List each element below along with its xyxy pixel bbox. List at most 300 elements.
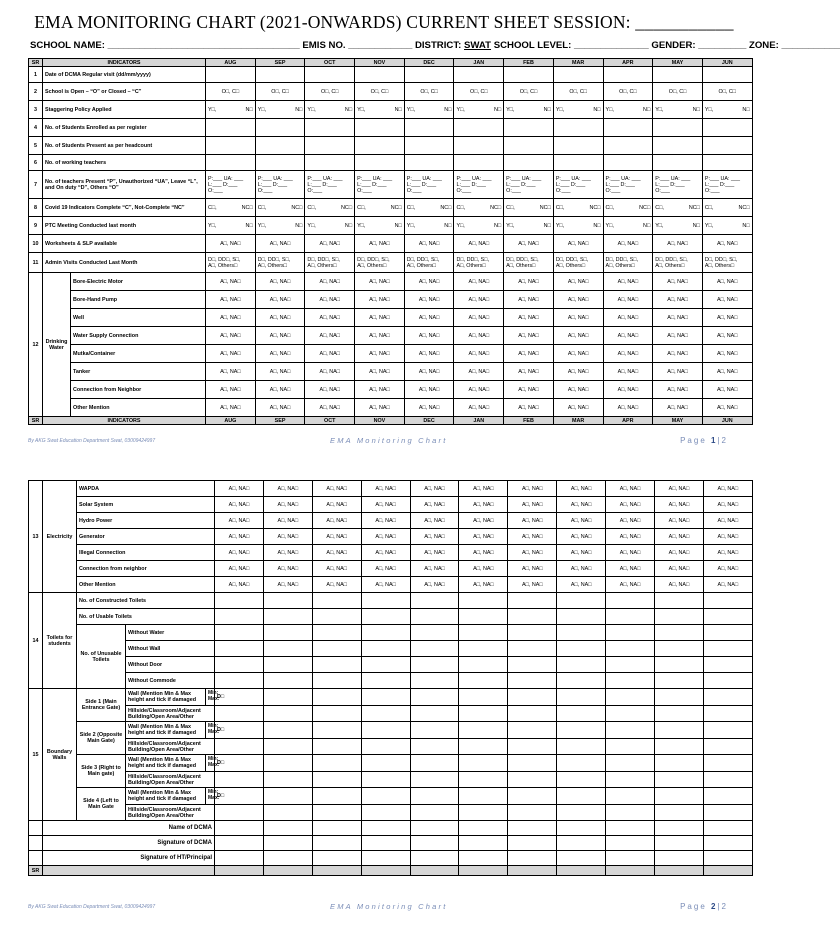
entry-cell[interactable] bbox=[606, 805, 655, 821]
entry-cell[interactable] bbox=[410, 609, 459, 625]
available-option[interactable]: A□, NA□ bbox=[553, 273, 603, 291]
available-option[interactable]: A□, NA□ bbox=[355, 235, 405, 253]
entry-cell[interactable] bbox=[606, 593, 655, 609]
entry-cell[interactable] bbox=[655, 788, 704, 805]
entry-cell[interactable] bbox=[557, 609, 606, 625]
wall-damaged-option[interactable]: D□ bbox=[215, 689, 264, 706]
entry-cell[interactable] bbox=[508, 689, 557, 706]
available-option[interactable]: A□, NA□ bbox=[404, 345, 454, 363]
available-option[interactable]: A□, NA□ bbox=[702, 235, 752, 253]
entry-cell[interactable] bbox=[215, 657, 264, 673]
entry-cell[interactable] bbox=[361, 641, 410, 657]
entry-cell[interactable] bbox=[508, 706, 557, 722]
entry-cell[interactable] bbox=[263, 706, 312, 722]
available-option[interactable]: A□, NA□ bbox=[361, 545, 410, 561]
available-option[interactable]: A□, NA□ bbox=[305, 363, 355, 381]
available-option[interactable]: A□, NA□ bbox=[557, 577, 606, 593]
admin-visit-option[interactable]: D□, DD□, S□, A□, Others□ bbox=[404, 253, 454, 273]
option-yes[interactable]: Y□, bbox=[456, 222, 465, 229]
yes-no-option[interactable] bbox=[206, 101, 256, 119]
entry-cell[interactable] bbox=[410, 772, 459, 788]
entry-cell[interactable] bbox=[557, 788, 606, 805]
entry-cell[interactable] bbox=[703, 836, 752, 851]
available-option[interactable]: A□, NA□ bbox=[410, 481, 459, 497]
wall-max[interactable]: Max: bbox=[208, 795, 220, 801]
entry-cell[interactable] bbox=[702, 155, 752, 171]
entry-cell[interactable] bbox=[508, 755, 557, 772]
complete-option[interactable] bbox=[255, 199, 305, 217]
entry-cell[interactable] bbox=[361, 851, 410, 866]
entry-cell[interactable] bbox=[312, 821, 361, 836]
entry-cell[interactable] bbox=[459, 722, 508, 739]
entry-cell[interactable] bbox=[263, 593, 312, 609]
entry-cell[interactable] bbox=[454, 67, 504, 83]
available-option[interactable]: A□, NA□ bbox=[557, 545, 606, 561]
option-yes[interactable]: C□, bbox=[208, 204, 217, 211]
option-no[interactable]: NC□ bbox=[589, 204, 601, 211]
teacher-count-cell[interactable]: P:___ UA: ___ L:___ D:___ O:___ bbox=[404, 171, 454, 199]
available-option[interactable]: A□, NA□ bbox=[557, 513, 606, 529]
option-no[interactable]: N□ bbox=[344, 222, 353, 229]
entry-cell[interactable] bbox=[361, 788, 410, 805]
available-option[interactable]: A□, NA□ bbox=[206, 235, 256, 253]
entry-cell[interactable] bbox=[215, 772, 264, 788]
option-no[interactable]: N□ bbox=[643, 222, 651, 229]
available-option[interactable]: A□, NA□ bbox=[404, 327, 454, 345]
available-option[interactable]: A□, NA□ bbox=[410, 577, 459, 593]
entry-cell[interactable] bbox=[215, 593, 264, 609]
option-no[interactable]: N□ bbox=[394, 222, 402, 229]
admin-visit-option[interactable]: D□, DD□, S□, A□, Others□ bbox=[305, 253, 355, 273]
option-yes[interactable]: C□, bbox=[357, 204, 366, 211]
entry-cell[interactable] bbox=[606, 788, 655, 805]
teacher-count-cell[interactable]: P:___ UA: ___ L:___ D:___ O:___ bbox=[553, 171, 603, 199]
option-no[interactable]: NC□ bbox=[241, 204, 253, 211]
available-option[interactable]: A□, NA□ bbox=[305, 381, 355, 399]
entry-cell[interactable] bbox=[557, 772, 606, 788]
available-option[interactable]: A□, NA□ bbox=[703, 513, 752, 529]
entry-cell[interactable] bbox=[215, 625, 264, 641]
available-option[interactable]: A□, NA□ bbox=[655, 561, 704, 577]
yes-no-option[interactable] bbox=[404, 217, 454, 235]
wall-min[interactable]: Min: bbox=[208, 690, 219, 697]
entry-cell[interactable] bbox=[215, 836, 264, 851]
option-yes[interactable]: Y□, bbox=[605, 106, 614, 113]
option-no[interactable]: N□ bbox=[742, 106, 750, 113]
entry-cell[interactable] bbox=[606, 772, 655, 788]
entry-cell[interactable] bbox=[305, 137, 355, 155]
teacher-count-cell[interactable]: P:___ UA: ___ L:___ D:___ O:___ bbox=[206, 171, 256, 199]
available-option[interactable]: A□, NA□ bbox=[553, 291, 603, 309]
open-closed-option[interactable]: O□, C□ bbox=[255, 83, 305, 101]
admin-visit-option[interactable]: D□, DD□, S□, A□, Others□ bbox=[504, 253, 554, 273]
complete-option[interactable] bbox=[702, 199, 752, 217]
entry-cell[interactable] bbox=[553, 67, 603, 83]
entry-cell[interactable] bbox=[312, 851, 361, 866]
entry-cell[interactable] bbox=[410, 641, 459, 657]
entry-cell[interactable] bbox=[606, 851, 655, 866]
available-option[interactable]: A□, NA□ bbox=[459, 513, 508, 529]
entry-cell[interactable] bbox=[603, 155, 653, 171]
available-option[interactable]: A□, NA□ bbox=[355, 309, 405, 327]
option-yes[interactable]: Y□, bbox=[208, 222, 217, 229]
available-option[interactable]: A□, NA□ bbox=[553, 399, 603, 417]
entry-cell[interactable] bbox=[312, 657, 361, 673]
available-option[interactable]: A□, NA□ bbox=[305, 235, 355, 253]
available-option[interactable]: A□, NA□ bbox=[312, 481, 361, 497]
entry-cell[interactable] bbox=[459, 755, 508, 772]
available-option[interactable]: A□, NA□ bbox=[312, 577, 361, 593]
entry-cell[interactable] bbox=[655, 755, 704, 772]
available-option[interactable]: A□, NA□ bbox=[606, 513, 655, 529]
available-option[interactable]: A□, NA□ bbox=[459, 577, 508, 593]
entry-cell[interactable] bbox=[263, 821, 312, 836]
entry-cell[interactable] bbox=[703, 788, 752, 805]
entry-cell[interactable] bbox=[703, 851, 752, 866]
entry-cell[interactable] bbox=[606, 657, 655, 673]
entry-cell[interactable] bbox=[553, 119, 603, 137]
available-option[interactable]: A□, NA□ bbox=[255, 235, 305, 253]
entry-cell[interactable] bbox=[703, 609, 752, 625]
entry-cell[interactable] bbox=[459, 805, 508, 821]
entry-cell[interactable] bbox=[508, 821, 557, 836]
entry-cell[interactable] bbox=[557, 673, 606, 689]
entry-cell[interactable] bbox=[703, 689, 752, 706]
entry-cell[interactable] bbox=[655, 641, 704, 657]
available-option[interactable]: A□, NA□ bbox=[263, 481, 312, 497]
entry-cell[interactable] bbox=[312, 836, 361, 851]
available-option[interactable]: A□, NA□ bbox=[454, 363, 504, 381]
entry-cell[interactable] bbox=[703, 625, 752, 641]
option-yes[interactable]: Y□, bbox=[704, 106, 714, 113]
available-option[interactable]: A□, NA□ bbox=[508, 561, 557, 577]
entry-cell[interactable] bbox=[553, 137, 603, 155]
available-option[interactable]: A□, NA□ bbox=[410, 561, 459, 577]
entry-cell[interactable] bbox=[653, 119, 703, 137]
complete-option[interactable] bbox=[206, 199, 256, 217]
available-option[interactable]: A□, NA□ bbox=[263, 545, 312, 561]
available-option[interactable]: A□, NA□ bbox=[312, 513, 361, 529]
available-option[interactable]: A□, NA□ bbox=[361, 577, 410, 593]
available-option[interactable]: A□, NA□ bbox=[404, 291, 454, 309]
entry-cell[interactable] bbox=[410, 755, 459, 772]
entry-cell[interactable] bbox=[361, 836, 410, 851]
available-option[interactable]: A□, NA□ bbox=[215, 497, 264, 513]
available-option[interactable]: A□, NA□ bbox=[703, 577, 752, 593]
gender-field[interactable]: GENDER: _________ bbox=[651, 40, 747, 51]
available-option[interactable]: A□, NA□ bbox=[305, 327, 355, 345]
available-option[interactable]: A□, NA□ bbox=[653, 363, 703, 381]
available-option[interactable]: A□, NA□ bbox=[206, 345, 256, 363]
available-option[interactable]: A□, NA□ bbox=[355, 345, 405, 363]
entry-cell[interactable] bbox=[355, 67, 405, 83]
entry-cell[interactable] bbox=[454, 137, 504, 155]
available-option[interactable]: A□, NA□ bbox=[255, 291, 305, 309]
entry-cell[interactable] bbox=[653, 137, 703, 155]
open-closed-option[interactable]: O□, C□ bbox=[305, 83, 355, 101]
available-option[interactable]: A□, NA□ bbox=[703, 561, 752, 577]
entry-cell[interactable] bbox=[361, 609, 410, 625]
available-option[interactable]: A□, NA□ bbox=[215, 529, 264, 545]
available-option[interactable]: A□, NA□ bbox=[603, 291, 653, 309]
entry-cell[interactable] bbox=[410, 593, 459, 609]
available-option[interactable]: A□, NA□ bbox=[702, 381, 752, 399]
entry-cell[interactable] bbox=[215, 805, 264, 821]
available-option[interactable]: A□, NA□ bbox=[606, 561, 655, 577]
entry-cell[interactable] bbox=[459, 641, 508, 657]
entry-cell[interactable] bbox=[361, 657, 410, 673]
option-yes[interactable]: Y□, bbox=[456, 106, 465, 113]
available-option[interactable]: A□, NA□ bbox=[603, 381, 653, 399]
entry-cell[interactable] bbox=[263, 788, 312, 805]
open-closed-option[interactable]: O□, C□ bbox=[206, 83, 256, 101]
available-option[interactable]: A□, NA□ bbox=[504, 309, 554, 327]
available-option[interactable]: A□, NA□ bbox=[404, 235, 454, 253]
option-yes[interactable]: C□, bbox=[456, 204, 466, 211]
available-option[interactable]: A□, NA□ bbox=[553, 381, 603, 399]
entry-cell[interactable] bbox=[454, 119, 504, 137]
option-no[interactable]: N□ bbox=[245, 106, 253, 113]
available-option[interactable]: A□, NA□ bbox=[508, 497, 557, 513]
entry-cell[interactable] bbox=[410, 673, 459, 689]
available-option[interactable]: A□, NA□ bbox=[702, 309, 752, 327]
entry-cell[interactable] bbox=[361, 593, 410, 609]
option-no[interactable]: N□ bbox=[344, 106, 353, 113]
admin-visit-option[interactable]: D□, DD□, S□, A□, Others□ bbox=[355, 253, 405, 273]
entry-cell[interactable] bbox=[459, 772, 508, 788]
entry-cell[interactable] bbox=[508, 609, 557, 625]
entry-cell[interactable] bbox=[508, 593, 557, 609]
wall-min[interactable]: Min: bbox=[208, 723, 219, 730]
available-option[interactable]: A□, NA□ bbox=[263, 497, 312, 513]
entry-cell[interactable] bbox=[410, 788, 459, 805]
available-option[interactable]: A□, NA□ bbox=[553, 235, 603, 253]
entry-cell[interactable] bbox=[703, 805, 752, 821]
entry-cell[interactable] bbox=[508, 673, 557, 689]
entry-cell[interactable] bbox=[606, 836, 655, 851]
entry-cell[interactable] bbox=[459, 657, 508, 673]
available-option[interactable]: A□, NA□ bbox=[504, 381, 554, 399]
entry-cell[interactable] bbox=[312, 755, 361, 772]
entry-cell[interactable] bbox=[557, 625, 606, 641]
available-option[interactable]: A□, NA□ bbox=[355, 363, 405, 381]
entry-cell[interactable] bbox=[508, 657, 557, 673]
available-option[interactable]: A□, NA□ bbox=[206, 309, 256, 327]
entry-cell[interactable] bbox=[215, 673, 264, 689]
entry-cell[interactable] bbox=[404, 155, 454, 171]
entry-cell[interactable] bbox=[508, 772, 557, 788]
entry-cell[interactable] bbox=[504, 137, 554, 155]
available-option[interactable]: A□, NA□ bbox=[606, 497, 655, 513]
option-no[interactable]: NC□ bbox=[639, 204, 651, 211]
open-closed-option[interactable]: O□, C□ bbox=[454, 83, 504, 101]
option-no[interactable]: N□ bbox=[742, 222, 750, 229]
option-yes[interactable]: C□, bbox=[704, 204, 714, 211]
entry-cell[interactable] bbox=[655, 851, 704, 866]
available-option[interactable]: A□, NA□ bbox=[653, 381, 703, 399]
available-option[interactable]: A□, NA□ bbox=[508, 481, 557, 497]
entry-cell[interactable] bbox=[361, 805, 410, 821]
available-option[interactable]: A□, NA□ bbox=[703, 545, 752, 561]
entry-cell[interactable] bbox=[263, 836, 312, 851]
available-option[interactable]: A□, NA□ bbox=[215, 481, 264, 497]
entry-cell[interactable] bbox=[263, 772, 312, 788]
available-option[interactable]: A□, NA□ bbox=[305, 291, 355, 309]
available-option[interactable]: A□, NA□ bbox=[355, 273, 405, 291]
entry-cell[interactable] bbox=[655, 772, 704, 788]
available-option[interactable]: A□, NA□ bbox=[355, 327, 405, 345]
entry-cell[interactable] bbox=[655, 821, 704, 836]
entry-cell[interactable] bbox=[459, 689, 508, 706]
wall-min[interactable]: Min: bbox=[208, 756, 219, 763]
complete-option[interactable] bbox=[404, 199, 454, 217]
available-option[interactable]: A□, NA□ bbox=[454, 291, 504, 309]
option-no[interactable]: N□ bbox=[692, 222, 700, 229]
open-closed-option[interactable]: O□, C□ bbox=[504, 83, 554, 101]
option-no[interactable]: N□ bbox=[444, 222, 452, 229]
teacher-count-cell[interactable]: P:___ UA: ___ L:___ D:___ O:___ bbox=[454, 171, 504, 199]
entry-cell[interactable] bbox=[410, 739, 459, 755]
option-yes[interactable]: Y□, bbox=[307, 106, 316, 113]
option-yes[interactable]: Y□, bbox=[208, 106, 217, 113]
open-closed-option[interactable]: O□, C□ bbox=[603, 83, 653, 101]
wall-damaged-option[interactable]: D□ bbox=[215, 788, 264, 805]
entry-cell[interactable] bbox=[557, 706, 606, 722]
entry-cell[interactable] bbox=[263, 641, 312, 657]
entry-cell[interactable] bbox=[557, 641, 606, 657]
available-option[interactable]: A□, NA□ bbox=[206, 381, 256, 399]
option-yes[interactable]: Y□, bbox=[357, 106, 366, 113]
entry-cell[interactable] bbox=[553, 155, 603, 171]
option-no[interactable]: N□ bbox=[295, 222, 303, 229]
entry-cell[interactable] bbox=[410, 851, 459, 866]
available-option[interactable]: A□, NA□ bbox=[305, 399, 355, 417]
entry-cell[interactable] bbox=[263, 805, 312, 821]
entry-cell[interactable] bbox=[606, 689, 655, 706]
entry-cell[interactable] bbox=[361, 772, 410, 788]
option-yes[interactable]: Y□, bbox=[555, 106, 565, 113]
entry-cell[interactable] bbox=[655, 593, 704, 609]
available-option[interactable]: A□, NA□ bbox=[603, 309, 653, 327]
entry-cell[interactable] bbox=[355, 137, 405, 155]
option-no[interactable]: N□ bbox=[593, 222, 601, 229]
wall-min-max-cell[interactable] bbox=[206, 788, 220, 805]
entry-cell[interactable] bbox=[361, 706, 410, 722]
available-option[interactable]: A□, NA□ bbox=[553, 345, 603, 363]
entry-cell[interactable] bbox=[603, 119, 653, 137]
entry-cell[interactable] bbox=[355, 155, 405, 171]
option-yes[interactable]: C□, bbox=[555, 204, 565, 211]
available-option[interactable]: A□, NA□ bbox=[603, 399, 653, 417]
available-option[interactable]: A□, NA□ bbox=[255, 363, 305, 381]
entry-cell[interactable] bbox=[606, 706, 655, 722]
wall-max[interactable]: Max: bbox=[208, 762, 220, 768]
available-option[interactable]: A□, NA□ bbox=[653, 291, 703, 309]
open-closed-option[interactable]: O□, C□ bbox=[653, 83, 703, 101]
entry-cell[interactable] bbox=[557, 657, 606, 673]
available-option[interactable]: A□, NA□ bbox=[361, 561, 410, 577]
entry-cell[interactable] bbox=[508, 851, 557, 866]
yes-no-option[interactable] bbox=[504, 101, 554, 119]
available-option[interactable]: A□, NA□ bbox=[603, 327, 653, 345]
available-option[interactable]: A□, NA□ bbox=[410, 529, 459, 545]
available-option[interactable]: A□, NA□ bbox=[454, 309, 504, 327]
entry-cell[interactable] bbox=[702, 137, 752, 155]
available-option[interactable]: A□, NA□ bbox=[703, 497, 752, 513]
complete-option[interactable] bbox=[653, 199, 703, 217]
entry-cell[interactable] bbox=[703, 641, 752, 657]
available-option[interactable]: A□, NA□ bbox=[655, 497, 704, 513]
entry-cell[interactable] bbox=[459, 593, 508, 609]
available-option[interactable]: A□, NA□ bbox=[702, 291, 752, 309]
entry-cell[interactable] bbox=[703, 657, 752, 673]
available-option[interactable]: A□, NA□ bbox=[653, 345, 703, 363]
entry-cell[interactable] bbox=[312, 689, 361, 706]
available-option[interactable]: A□, NA□ bbox=[361, 497, 410, 513]
entry-cell[interactable] bbox=[504, 119, 554, 137]
available-option[interactable]: A□, NA□ bbox=[410, 497, 459, 513]
entry-cell[interactable] bbox=[410, 821, 459, 836]
entry-cell[interactable] bbox=[655, 689, 704, 706]
available-option[interactable]: A□, NA□ bbox=[702, 399, 752, 417]
entry-cell[interactable] bbox=[312, 609, 361, 625]
entry-cell[interactable] bbox=[361, 821, 410, 836]
option-yes[interactable]: Y□, bbox=[704, 222, 714, 229]
available-option[interactable]: A□, NA□ bbox=[504, 345, 554, 363]
available-option[interactable]: A□, NA□ bbox=[215, 561, 264, 577]
entry-cell[interactable] bbox=[255, 137, 305, 155]
available-option[interactable]: A□, NA□ bbox=[454, 345, 504, 363]
entry-cell[interactable] bbox=[603, 67, 653, 83]
available-option[interactable]: A□, NA□ bbox=[553, 327, 603, 345]
entry-cell[interactable] bbox=[361, 673, 410, 689]
available-option[interactable]: A□, NA□ bbox=[305, 309, 355, 327]
wall-min-max-cell[interactable] bbox=[206, 689, 220, 706]
complete-option[interactable] bbox=[305, 199, 355, 217]
entry-cell[interactable] bbox=[459, 706, 508, 722]
available-option[interactable]: A□, NA□ bbox=[459, 529, 508, 545]
available-option[interactable]: A□, NA□ bbox=[206, 327, 256, 345]
entry-cell[interactable] bbox=[655, 836, 704, 851]
open-closed-option[interactable]: O□, C□ bbox=[702, 83, 752, 101]
entry-cell[interactable] bbox=[404, 67, 454, 83]
yes-no-option[interactable] bbox=[305, 101, 355, 119]
available-option[interactable]: A□, NA□ bbox=[361, 481, 410, 497]
available-option[interactable]: A□, NA□ bbox=[404, 363, 454, 381]
available-option[interactable]: A□, NA□ bbox=[404, 273, 454, 291]
entry-cell[interactable] bbox=[410, 657, 459, 673]
available-option[interactable]: A□, NA□ bbox=[355, 291, 405, 309]
available-option[interactable]: A□, NA□ bbox=[655, 481, 704, 497]
available-option[interactable]: A□, NA□ bbox=[702, 327, 752, 345]
yes-no-option[interactable] bbox=[653, 217, 703, 235]
yes-no-option[interactable] bbox=[553, 217, 603, 235]
option-yes[interactable]: Y□, bbox=[506, 106, 515, 113]
yes-no-option[interactable] bbox=[255, 101, 305, 119]
entry-cell[interactable] bbox=[606, 625, 655, 641]
available-option[interactable]: A□, NA□ bbox=[655, 529, 704, 545]
option-yes[interactable]: Y□, bbox=[406, 222, 416, 229]
entry-cell[interactable] bbox=[557, 739, 606, 755]
entry-cell[interactable] bbox=[410, 836, 459, 851]
available-option[interactable]: A□, NA□ bbox=[263, 577, 312, 593]
open-closed-option[interactable]: O□, C□ bbox=[404, 83, 454, 101]
entry-cell[interactable] bbox=[305, 119, 355, 137]
available-option[interactable]: A□, NA□ bbox=[508, 529, 557, 545]
entry-cell[interactable] bbox=[206, 67, 256, 83]
entry-cell[interactable] bbox=[703, 722, 752, 739]
option-yes[interactable]: Y□, bbox=[655, 106, 664, 113]
